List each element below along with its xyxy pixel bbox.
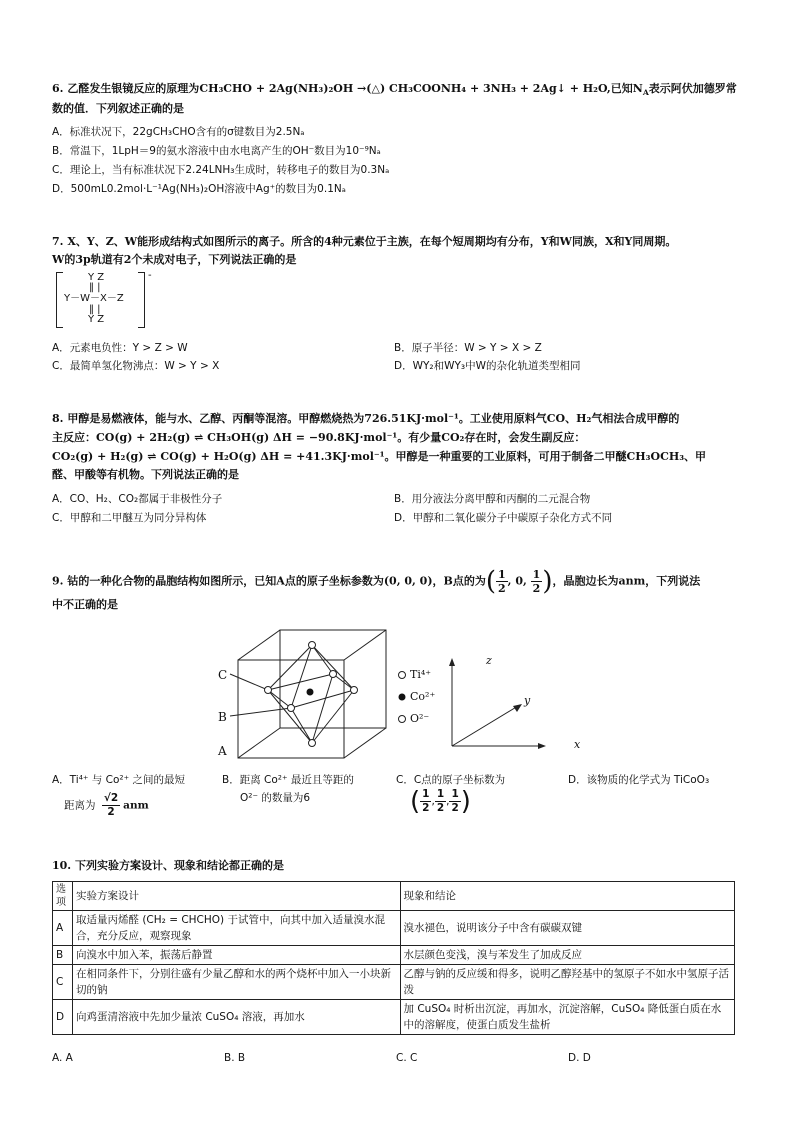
q10-stem: 10. 下列实验方案设计、现象和结论都正确的是 — [52, 859, 284, 872]
q6-equation: CH₃CHO + 2Ag(NH₃)₂OH →(△) CH₃COONH₄ + 3NH₃ + 2Ag↓ + H₂O — [199, 82, 607, 95]
struct-middle: Y－W－X－Z — [64, 293, 124, 304]
q8-stem-line1: 8. 甲醇是易燃液体，能与水、乙醇、丙酮等混溶。甲醇燃烧热为726.51KJ·mol⁻¹。工业使用原料气CO、H₂气相法合成甲醇的 — [52, 412, 680, 425]
b-coord-x: $\frac{1}{2}$ — [498, 568, 506, 595]
q10-option-c: C. C — [396, 1052, 418, 1064]
q10-option-a: A. A — [52, 1052, 73, 1064]
q6-option-b: B．常温下，1LpH＝9的氨水溶液中由水电离产生的OH⁻数目为10⁻⁹Nₐ — [52, 145, 381, 157]
struct-bottom: Y Z — [88, 314, 105, 325]
q8-option-d: D．甲醇和二氧化碳分子中碳原子杂化方式不同 — [394, 512, 613, 524]
q7-option-b: B．原子半径：W > Y > X > Z — [394, 342, 542, 354]
q9-option-b-line2: O²⁻ 的数量为6 — [240, 792, 311, 804]
label-c: C — [218, 668, 228, 682]
q9-option-d: D．该物质的化学式为 TiCoO₃ — [568, 774, 710, 786]
q9-stem-a: 9. 钴的一种化合物的晶胞结构如图所示，已知A点的原子坐标参数为(0, 0, 0)，B点的为 — [52, 574, 486, 588]
struct-bottom-bonds: ‖ | — [89, 304, 101, 315]
q9-option-a-line1: A．Ti⁴⁺ 与 Co²⁺ 之间的最短 — [52, 774, 185, 786]
q9-stem-line2: 中不正确的是 — [52, 598, 118, 611]
q9-option-b-line1: B．距离 Co²⁺ 最近且等距的 — [222, 774, 354, 786]
sqrt2: √2 — [103, 792, 119, 804]
axis-z-label: z — [486, 654, 492, 667]
struct-charge: - — [148, 270, 152, 281]
q9-option-c-line1: C．C点的原子坐标数为 — [396, 774, 506, 786]
crystal-cell-diagram — [200, 622, 600, 762]
header-option: 选项 — [53, 882, 73, 911]
q8-stem-line2: 主反应：CO(g) + 2H₂(g) ⇌ CH₃OH(g) ΔH = −90.8KJ·mol⁻¹。有少量CO₂存在时，会发生副反应： — [52, 431, 586, 444]
left-bracket — [56, 272, 63, 328]
q8-stem-line4: 醛、甲酸等有机物。下列说法正确的是 — [52, 468, 239, 481]
q6-stem-line2: 数的值．下列叙述正确的是 — [52, 102, 184, 115]
q7-structure — [52, 272, 152, 328]
struct-top: Y Z — [88, 272, 105, 283]
q7-option-d: D．WY₂和WY₃中W的杂化轨道类型相同 — [394, 360, 581, 372]
axis-y-label: y — [524, 694, 531, 707]
q9-stem-line1: 9. 钴的一种化合物的晶胞结构如图所示，已知A点的原子坐标参数为(0, 0, 0)，B点的为( $\frac{1}{2}$ , 0, $\frac{1}{2}$ )，晶胞边长为anm，下列说法 — [52, 566, 701, 597]
q10-experiment-table — [52, 881, 735, 1035]
q7-stem-line2: W的3p轨道有2个未成对电子，下列说法正确的是 — [52, 253, 297, 266]
legend-ti: Ti⁴⁺ — [410, 668, 432, 681]
axis-x-label: x — [574, 738, 581, 751]
table-header-row — [53, 882, 735, 911]
table-row: A 取适量丙烯醛 (CH₂ = CHCHO) 于试管中，向其中加入适量溴水混合，充分反应，观察现象 溴水褪色，说明该分子中含有碳碳双键 — [53, 911, 735, 946]
q9-stem-b: ，晶胞边长为anm，下列说法 — [552, 574, 701, 588]
b-coord-y: 0 — [515, 574, 523, 588]
q8-option-c: C．甲醇和二甲醚互为同分异构体 — [52, 512, 207, 524]
table-row: C 在相同条件下，分别往盛有少量乙醇和水的两个烧杯中加入一小块新切的钠 乙醇与钠的反应缓和得多，说明乙醇羟基中的氢原子不如水中氢原子活泼 — [53, 965, 735, 1000]
q6-option-a: A．标准状况下，22gCH₃CHO含有的σ键数目为2.5Nₐ — [52, 126, 305, 138]
q8-option-b: B．用分液法分离甲醇和丙酮的二元混合物 — [394, 493, 591, 505]
label-a: A — [218, 744, 227, 758]
q6-stem-tail: ,已知N — [606, 82, 643, 95]
table-row: B 向溴水中加入苯，振荡后静置 水层颜色变浅，溴与苯发生了加成反应 — [53, 946, 735, 965]
q8-option-a: A．CO、H₂、CO₂都属于非极性分子 — [52, 493, 223, 505]
struct-top-bonds: ‖ | — [89, 282, 101, 293]
q10-option-b: B. B — [224, 1052, 246, 1064]
q9-option-a-line2: 距离为 $\frac{√2}{2}$ anm — [64, 792, 149, 818]
q6-option-d: D．500mL0.2mol·L⁻¹Ag(NH₃)₂OH溶液中Ag⁺的数目为0.1Nₐ — [52, 183, 346, 195]
q7-stem-line1: 7. X、Y、Z、W能形成结构式如图所示的离子。所含的4种元素位于主族，在每个短周期均有分布，Y和W同族，X和Y同周期。 — [52, 235, 677, 248]
label-b: B — [218, 710, 227, 724]
q9-option-c-coords: ( $\frac{1}{2}$ , $\frac{1}{2}$ , $\frac{1}{2}$ ) — [410, 786, 471, 817]
table-row: D 向鸡蛋清溶液中先加少量浓 CuSO₄ 溶液，再加水 加 CuSO₄ 时析出沉淀，再加水，沉淀溶解，CuSO₄ 降低蛋白质在水中的溶解度，使蛋白质发生盐析 — [53, 1000, 735, 1035]
b-coord-z: $\frac{1}{2}$ — [532, 568, 541, 595]
legend-o: O²⁻ — [410, 712, 430, 725]
q6-stem-line1: 6. 乙醛发生银镜反应的原理为CH₃CHO + 2Ag(NH₃)₂OH →(△) CH₃COONH₄ + 3NH₃ + 2Ag↓ + H₂O,已知$N_A$表示阿伏加德罗常 — [52, 82, 737, 98]
q10-option-d: D. D — [568, 1052, 591, 1064]
q6-stem-tail2: 表示阿伏加德罗常 — [648, 82, 737, 95]
legend-co: Co²⁺ — [410, 690, 436, 703]
header-result: 现象和结论 — [400, 882, 735, 911]
q8-stem-line3: CO₂(g) + H₂(g) ⇌ CO(g) + H₂O(g) ΔH = +41.3KJ·mol⁻¹。甲醇是一种重要的工业原料，可用于制备二甲醚CH₃OCH₃、甲 — [52, 450, 707, 463]
q7-option-a: A．元素电负性：Y > Z > W — [52, 342, 188, 354]
header-plan: 实验方案设计 — [72, 882, 400, 911]
q6-stem-intro: 6. 乙醛发生银镜反应的原理为 — [52, 82, 200, 95]
q7-option-c: C．最简单氢化物沸点：W > Y > X — [52, 360, 220, 372]
right-bracket — [138, 272, 145, 328]
q6-option-c: C．理论上，当有标准状况下2.24LNH₃生成时，转移电子的数目为0.3Nₐ — [52, 164, 390, 176]
